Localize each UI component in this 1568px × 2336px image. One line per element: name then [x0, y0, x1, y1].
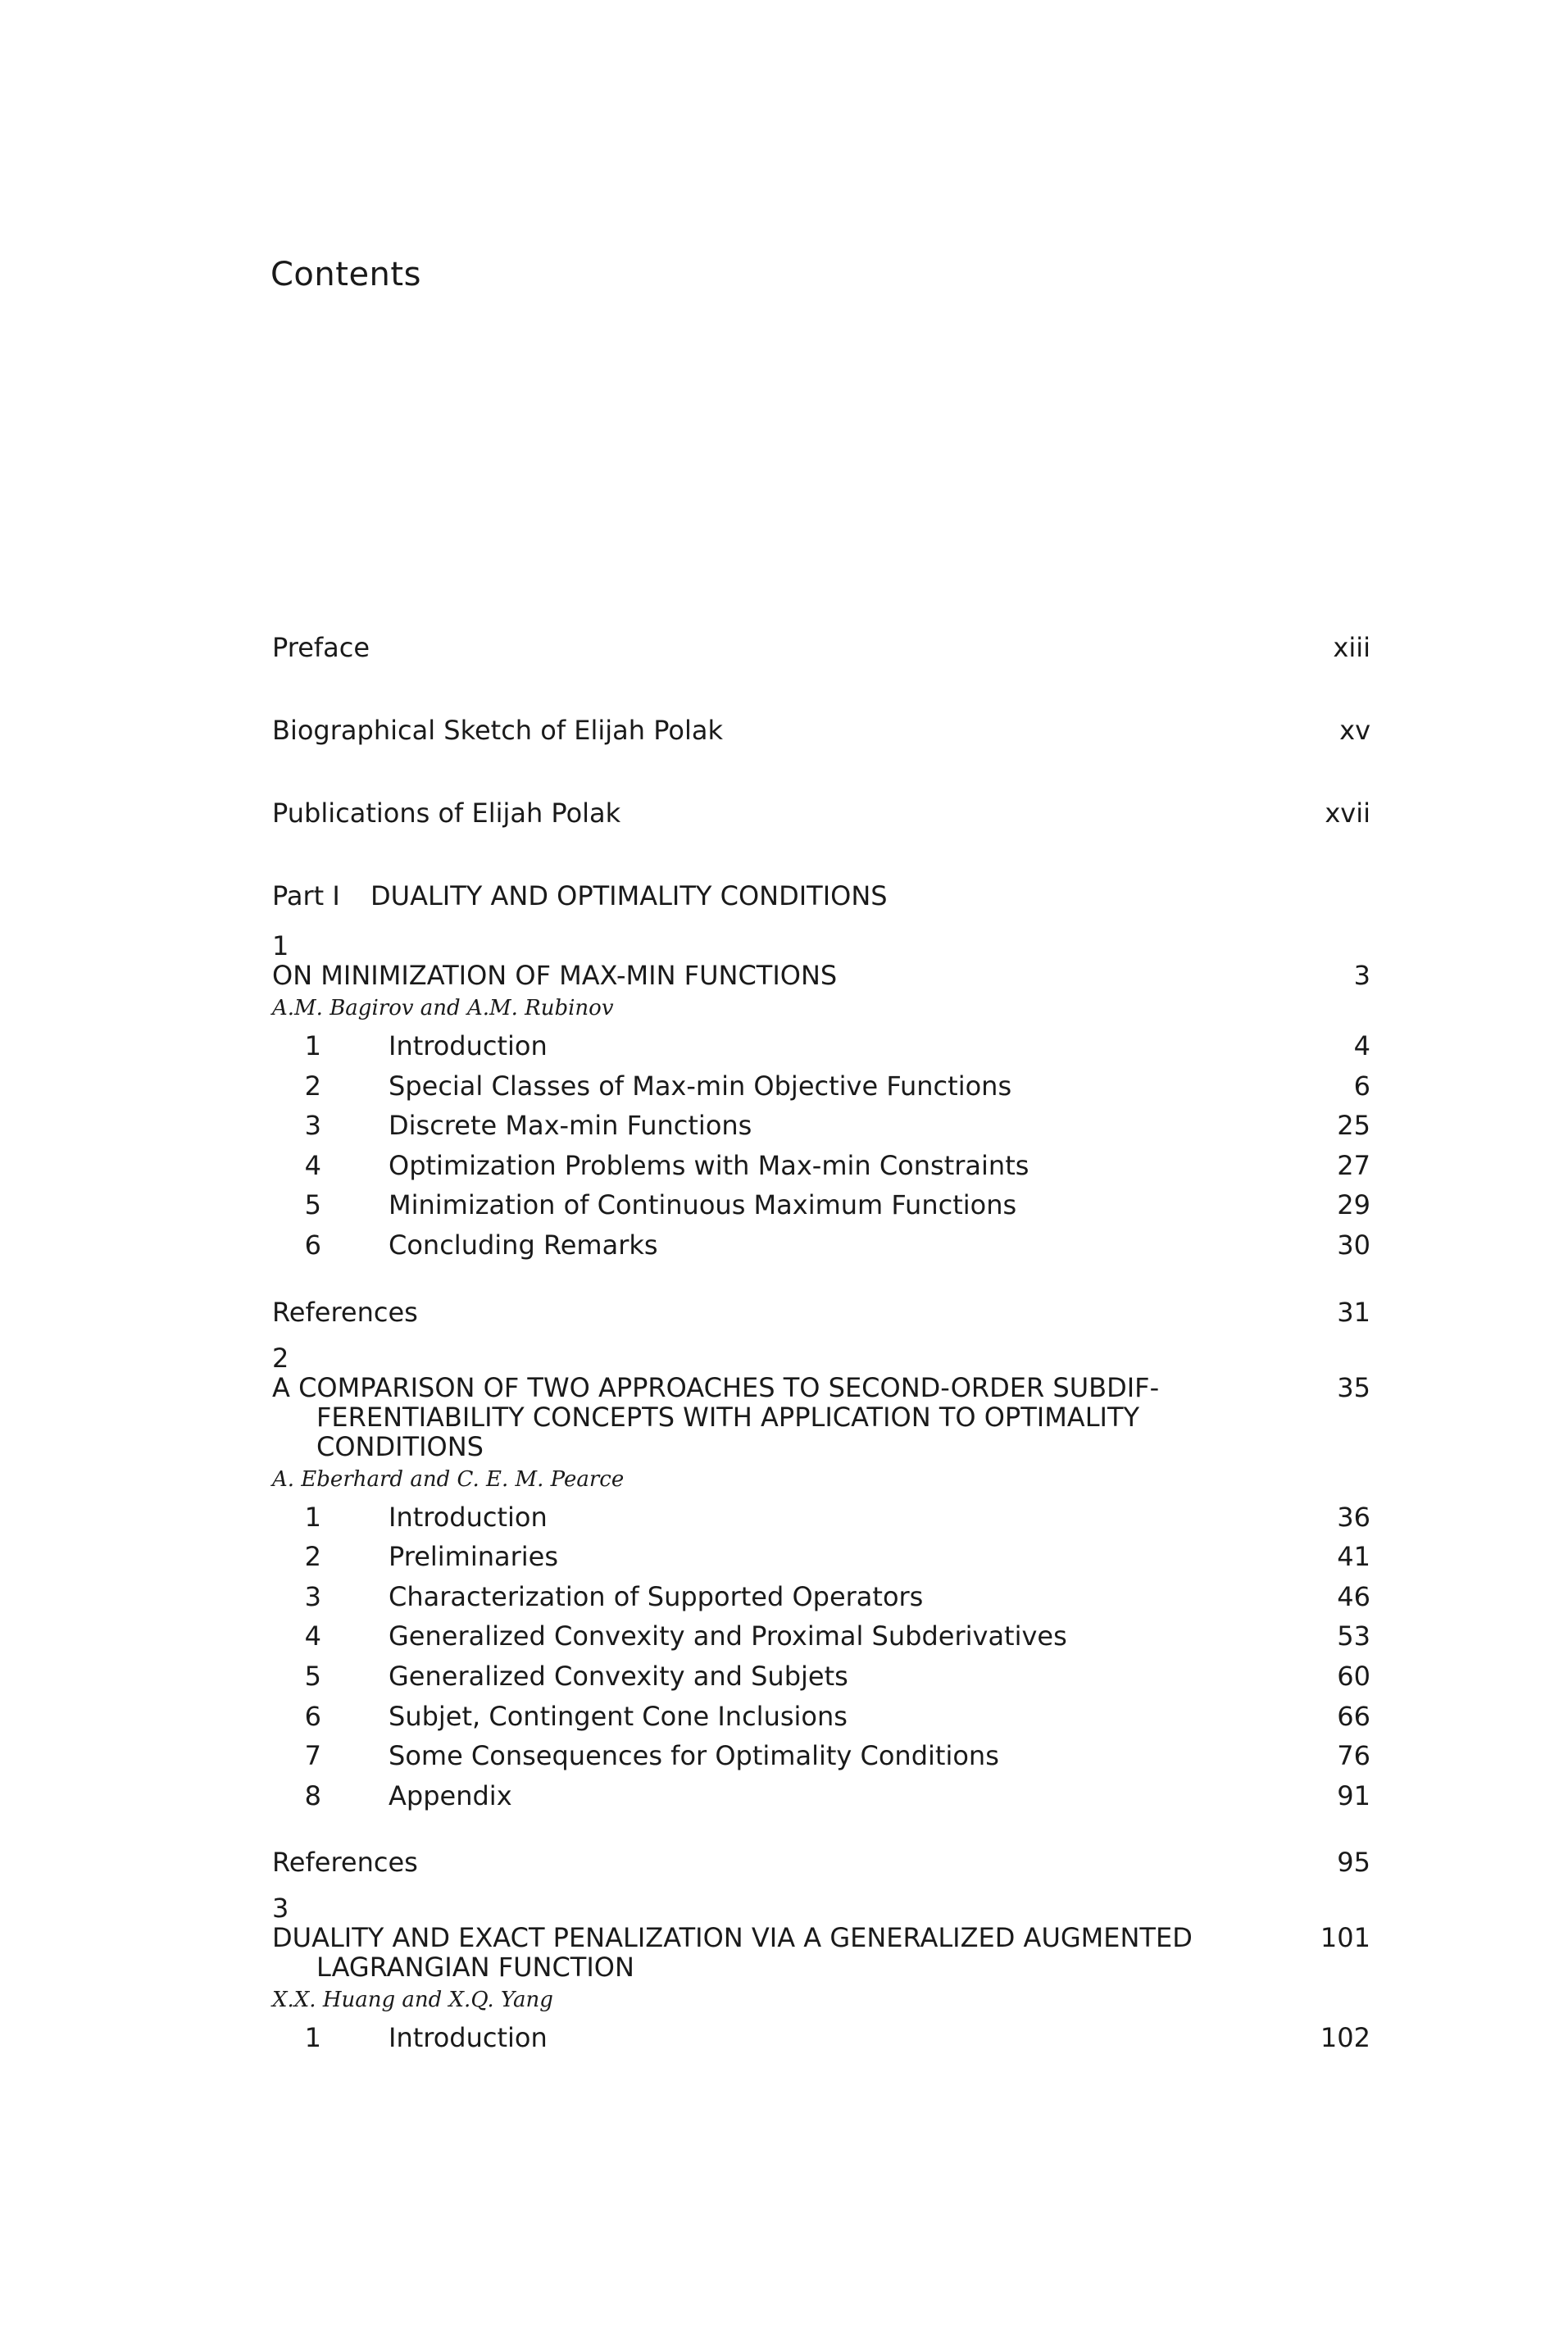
section-title: Appendix	[389, 1779, 512, 1811]
section-page: 76	[1337, 1740, 1370, 1772]
section-entry[interactable]	[272, 1537, 1370, 1577]
references-entry[interactable]	[272, 1846, 1370, 1879]
chapter-number: 2	[272, 1342, 289, 1374]
section-page: 27	[1337, 1149, 1370, 1181]
part-title: DUALITY AND OPTIMALITY CONDITIONS	[370, 880, 888, 911]
section-entry[interactable]	[272, 1185, 1370, 1225]
section-number: 2	[304, 1541, 321, 1573]
chapter-number: 3	[272, 1893, 289, 1925]
section-title: Some Consequences for Optimality Conditions	[389, 1740, 999, 1772]
section-title: Introduction	[389, 1030, 548, 1061]
chapter-authors: X.X. Huang and X.Q. Yang	[272, 1988, 553, 2013]
chapter-title-line: DUALITY AND EXACT PENALIZATION VIA A GENERALIZED AUGMENTED	[272, 1922, 1193, 1954]
chapter-page: 3	[1353, 960, 1370, 991]
section-title: Characterization of Supported Operators	[389, 1580, 924, 1612]
section-number: 1	[304, 2022, 321, 2054]
chapter-title: ON MINIMIZATION OF MAX-MIN FUNCTIONS	[272, 960, 838, 991]
toc-entry-biographical-sketch[interactable]	[272, 714, 1370, 747]
section-number: 7	[304, 1740, 321, 1772]
toc-entry-page: xv	[1339, 715, 1370, 746]
section-number: 6	[304, 1229, 321, 1261]
section-entry[interactable]	[272, 1026, 1370, 1066]
section-number: 6	[304, 1700, 321, 1732]
part-heading	[272, 879, 1370, 912]
references-title: References	[272, 1296, 418, 1328]
chapter-page: 101	[1320, 1922, 1370, 1954]
chapter-title-row[interactable]	[272, 1923, 1370, 1982]
section-number: 5	[304, 1189, 321, 1221]
section-entry[interactable]	[272, 1657, 1370, 1697]
page-title: Contents	[270, 256, 421, 293]
chapter-title-line: A COMPARISON OF TWO APPROACHES TO SECOND-ORDER SUBDIF-	[272, 1371, 1160, 1403]
chapter-page: 35	[1337, 1371, 1370, 1403]
section-entry[interactable]	[272, 1146, 1370, 1186]
section-entry[interactable]	[272, 1697, 1370, 1737]
section-title: Subjet, Contingent Cone Inclusions	[389, 1700, 848, 1732]
references-entry[interactable]	[272, 1296, 1370, 1329]
references-page: 31	[1337, 1296, 1370, 1328]
section-title: Concluding Remarks	[389, 1229, 658, 1261]
section-page: 46	[1337, 1580, 1370, 1612]
chapter-2	[272, 1343, 1370, 1879]
section-title: Introduction	[389, 2022, 548, 2054]
section-list	[272, 1026, 1370, 1266]
chapter-authors: A. Eberhard and C. E. M. Pearce	[272, 1466, 625, 1492]
chapter-title	[272, 1923, 1193, 1982]
section-number: 4	[304, 1149, 321, 1181]
section-title: Special Classes of Max-min Objective Functions	[389, 1070, 1012, 1102]
section-number: 8	[304, 1779, 321, 1811]
chapter-title-row[interactable]	[272, 1373, 1370, 1461]
chapter-number: 1	[272, 930, 289, 961]
section-number: 4	[304, 1620, 321, 1652]
toc-entry-title: Preface	[272, 632, 370, 663]
toc-entry-title: Biographical Sketch of Elijah Polak	[272, 715, 723, 746]
references-title: References	[272, 1847, 418, 1879]
section-page: 60	[1337, 1660, 1370, 1692]
section-entry[interactable]	[272, 2018, 1370, 2058]
chapter-title-line: CONDITIONS	[316, 1430, 484, 1462]
section-title: Generalized Convexity and Subjets	[389, 1660, 848, 1692]
section-title: Optimization Problems with Max-min Constraints	[389, 1149, 1029, 1181]
section-list	[272, 1497, 1370, 1816]
toc-entry-publications[interactable]	[272, 797, 1370, 829]
toc-entry-preface[interactable]	[272, 631, 1370, 664]
section-number: 3	[304, 1110, 321, 1142]
section-number: 1	[304, 1501, 321, 1533]
section-page: 29	[1337, 1189, 1370, 1221]
chapter-title-line: FERENTIABILITY CONCEPTS WITH APPLICATION TO OPTIMALITY	[316, 1401, 1140, 1433]
section-title: Generalized Convexity and Proximal Subderivatives	[389, 1620, 1067, 1652]
chapter-3	[272, 1893, 1370, 2058]
table-of-contents	[272, 631, 1370, 2058]
section-page: 102	[1320, 2022, 1370, 2054]
section-page: 36	[1337, 1501, 1370, 1533]
section-entry[interactable]	[272, 1736, 1370, 1776]
section-entry[interactable]	[272, 1106, 1370, 1146]
section-entry[interactable]	[272, 1616, 1370, 1657]
section-page: 30	[1337, 1229, 1370, 1261]
section-page: 53	[1337, 1620, 1370, 1652]
section-page: 4	[1353, 1030, 1370, 1061]
section-title: Discrete Max-min Functions	[389, 1110, 752, 1142]
chapter-1	[272, 931, 1370, 1329]
section-entry[interactable]	[272, 1497, 1370, 1538]
section-page: 66	[1337, 1700, 1370, 1732]
toc-entry-page: xvii	[1325, 798, 1370, 829]
section-number: 3	[304, 1580, 321, 1612]
chapter-title-line: LAGRANGIAN FUNCTION	[316, 1952, 634, 1984]
section-page: 6	[1353, 1070, 1370, 1102]
section-number: 2	[304, 1070, 321, 1102]
section-title: Introduction	[389, 1501, 548, 1533]
section-entry[interactable]	[272, 1577, 1370, 1617]
chapter-title	[272, 1373, 1159, 1461]
chapter-authors: A.M. Bagirov and A.M. Rubinov	[272, 996, 614, 1020]
toc-entry-title: Publications of Elijah Polak	[272, 798, 621, 829]
section-title: Preliminaries	[389, 1541, 559, 1573]
section-list	[272, 2018, 1370, 2058]
part-label: Part I	[272, 880, 340, 911]
chapter-title-row[interactable]	[272, 961, 1370, 990]
section-title: Minimization of Continuous Maximum Functions	[389, 1189, 1017, 1221]
section-page: 91	[1337, 1779, 1370, 1811]
section-entry[interactable]	[272, 1066, 1370, 1107]
section-page: 41	[1337, 1541, 1370, 1573]
section-number: 1	[304, 1030, 321, 1061]
references-page: 95	[1337, 1847, 1370, 1879]
section-page: 25	[1337, 1110, 1370, 1142]
toc-entry-page: xiii	[1333, 632, 1370, 663]
section-number: 5	[304, 1660, 321, 1692]
section-entry[interactable]	[272, 1225, 1370, 1266]
section-entry[interactable]	[272, 1776, 1370, 1816]
